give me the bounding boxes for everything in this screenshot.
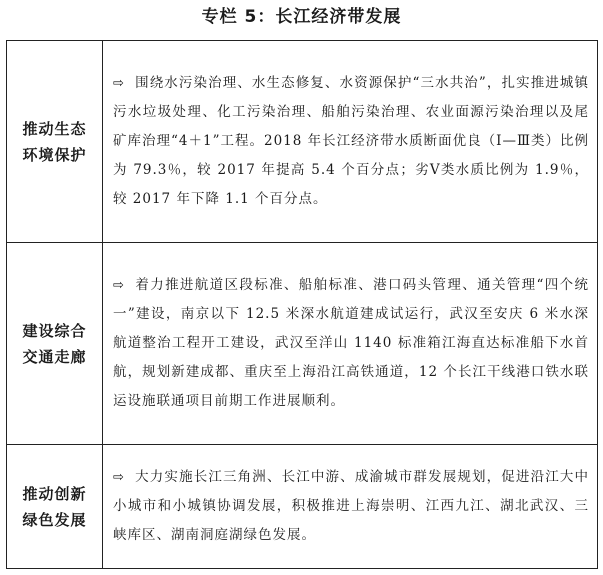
table-row bbox=[7, 41, 598, 243]
table-row bbox=[7, 445, 598, 569]
category-label-line: 绿色发展 bbox=[22, 510, 87, 529]
arrow-bullet-icon: ⇨ bbox=[113, 278, 125, 293]
category-cell bbox=[7, 445, 103, 569]
box-title: 专栏 5：长江经济带发展 bbox=[201, 7, 402, 27]
category-label-line: 交通走廊 bbox=[22, 347, 87, 366]
description-cell bbox=[103, 243, 598, 445]
category-label-line: 推动生态 bbox=[22, 119, 87, 138]
description-cell bbox=[103, 41, 598, 243]
category-label-line: 建设综合 bbox=[22, 321, 87, 340]
table-row bbox=[7, 243, 598, 445]
category-cell bbox=[7, 243, 103, 445]
description-text: 大力实施长江三角洲、长江中游、成渝城市群发展规划，促进沿江大中小城市和小城镇协调发展，积极推进上海崇明、江西九江、湖北武汉、三峡库区、湖南洞庭湖绿色发展。 bbox=[113, 469, 589, 543]
arrow-bullet-icon: ⇨ bbox=[113, 470, 125, 485]
description-text: 围绕水污染治理、水生态修复、水资源保护“三水共治”，扎实推进城镇污水垃圾处理、化工污染治理、船舶污染治理、农业面源污染治理以及尾矿库治理“4＋1”工程。2018 年长江经济带水质断面优良（Ⅰ—Ⅲ类）比例为 79.3％，较 2017 年提高 5.4 个百分点；劣Ⅴ类水质比例为 1.9％，较 2017 年下降 1.1 个百分点。 bbox=[113, 75, 589, 207]
category-label-line: 环境保护 bbox=[22, 145, 87, 164]
arrow-bullet-icon: ⇨ bbox=[113, 76, 125, 91]
category-label-line: 推动创新 bbox=[22, 484, 87, 503]
category-cell bbox=[7, 41, 103, 243]
content-table bbox=[6, 40, 598, 569]
description-text: 着力推进航道区段标准、船舶标准、港口码头管理、通关管理“四个统一”建设，南京以下 12.5 米深水航道建成试运行，武汉至安庆 6 米水深航道整治工程开工建设，武汉至洋山 1140 标准箱江海直达标准船下水首航，规划新建成都、重庆至上海沿江高铁通道，12 个长江干线港口铁水联运设施联通项目前期工作进展顺利。 bbox=[113, 277, 589, 409]
description-cell bbox=[103, 445, 598, 569]
